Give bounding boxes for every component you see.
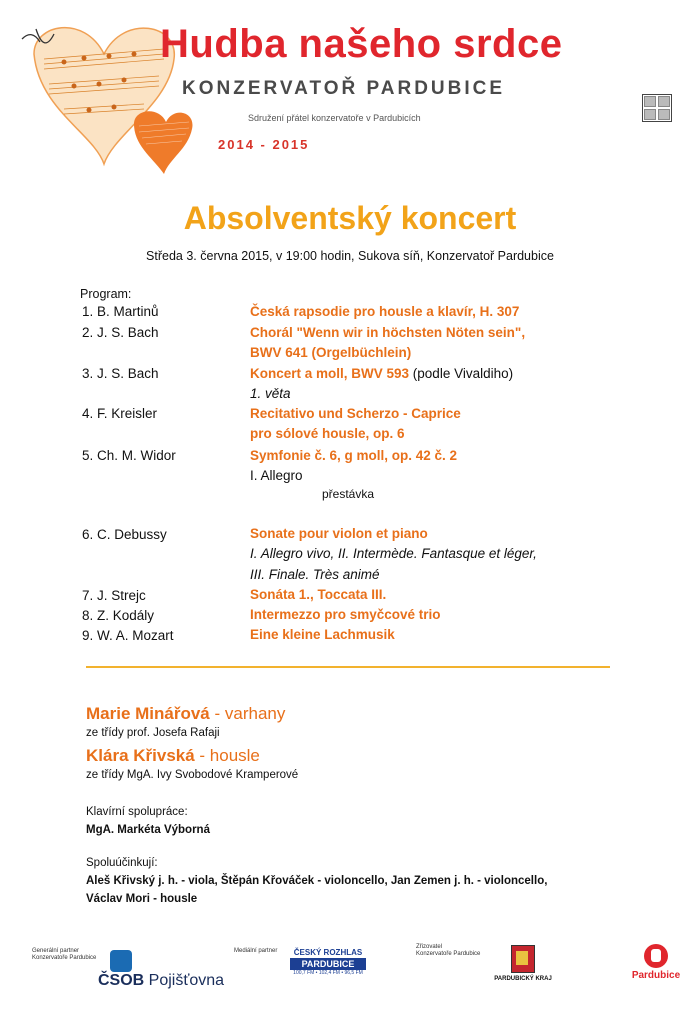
program-label: Program: [80,287,132,301]
intermission-label: přestávka [322,487,375,501]
city-horse-icon [644,944,668,968]
media-partner-caption: Mediální partner [234,948,278,954]
piano-label: Klavírní spolupráce: [86,806,188,818]
program-composer: 9. W. A. Mozart [82,628,174,643]
concert-title: Absolventský koncert [183,200,517,236]
festival-title: Hudba našeho srdce [160,22,563,66]
cesky-rozhlas-logo [290,948,366,976]
performer-name-text: Marie Minářová [86,704,210,723]
program-piece: Česká rapsodie pro housle a klavír, H. 307 [250,304,520,319]
program-piece-with-note [250,366,513,381]
performer-role: - housle [194,746,260,765]
founder-caption [416,944,480,958]
program-composer: 6. C. Debussy [82,527,167,542]
program-piece: Koncert a moll, BWV 593 [250,366,410,381]
kraj-crest-icon [511,945,535,973]
conservatory-logo [642,94,672,122]
program-composer: 8. Z. Kodály [82,608,155,623]
program-piece-line: pro sólové housle, op. 6 [250,426,405,441]
kraj-name: PARDUBICKÝ KRAJ [494,976,552,982]
performer-teacher: ze třídy MgA. Ivy Svobodové Kramperové [86,769,299,781]
program-piece: Symfonie č. 6, g moll, op. 42 č. 2 [250,448,458,463]
caption-line: Zřizovatel [416,944,443,950]
rozhlas-city: PARDUBICE [290,958,366,970]
rozhlas-name: ČESKÝ ROZHLAS [293,948,363,957]
program-piece: Eine kleine Lachmusik [250,627,395,642]
movement-line: I. Allegro vivo, II. Intermède. Fantasque et léger, [250,546,537,561]
program-piece: Sonate pour violon et piano [250,526,428,541]
pardubicky-kraj-logo [494,945,552,982]
program-piece-line: BWV 641 (Orgelbüchlein) [250,345,412,360]
performer-name [86,746,260,766]
caption-line: Konzervatoře Pardubice [32,955,97,961]
performer-name-text: Klára Křivská [86,746,195,765]
performer-name [86,704,285,724]
csob-icon [110,950,132,972]
program-note: (podle Vivaldiho) [409,366,514,381]
city-name: Pardubice [631,970,681,981]
general-partner-caption [32,948,96,962]
guests-line: Aleš Křivský j. h. - viola, Štěpán Křováček - violoncello, Jan Zemen j. h. - violoncello, [86,875,548,887]
pardubice-city-logo [628,944,684,981]
season-label: 2014 - 2015 [218,137,310,152]
program-composer: 4. F. Kreisler [82,406,158,421]
performer-role: - varhany [209,704,286,723]
rozhlas-frequencies: 100,7 FM • 102,4 FM • 96,5 FM [293,970,363,976]
movement-line: I. Allegro [250,468,303,483]
program-piece: Chorál "Wenn wir in höchsten Nöten sein", [250,325,526,340]
movement-line: III. Finale. Très animé [250,567,380,582]
program-piece: Sonáta 1., Toccata III. [250,587,387,602]
program-composer: 1. B. Martinů [82,304,159,319]
institution-name: KONZERVATOŘ PARDUBICE [182,78,506,99]
concert-info: Středa 3. června 2015, v 19:00 hodin, Sukova síň, Konzervatoř Pardubice [146,249,554,263]
program-piece: Intermezzo pro smyčcové trio [250,607,441,622]
caption-line: Konzervatoře Pardubice [416,951,481,957]
section-divider [86,666,610,668]
program-composer: 2. J. S. Bach [82,325,159,340]
program-composer: 3. J. S. Bach [82,366,159,381]
csob-text [98,972,224,990]
movement-line: 1. věta [250,386,291,401]
performer-teacher: ze třídy prof. Josefa Rafaji [86,727,220,739]
caption-line: Generální partner [32,948,80,954]
csob-brand: ČSOB [98,972,145,989]
association-name: Sdružení přátel konzervatoře v Pardubicích [248,113,421,123]
pianist-name: MgA. Markéta Výborná [86,824,210,836]
guests-line: Václav Mori - housle [86,893,198,905]
program-composer: 7. J. Strejc [82,588,146,603]
program-composer: 5. Ch. M. Widor [82,448,176,463]
guests-label: Spoluúčinkují: [86,857,158,869]
csob-product: Pojišťovna [144,972,225,989]
program-piece: Recitativo und Scherzo - Caprice [250,406,461,421]
